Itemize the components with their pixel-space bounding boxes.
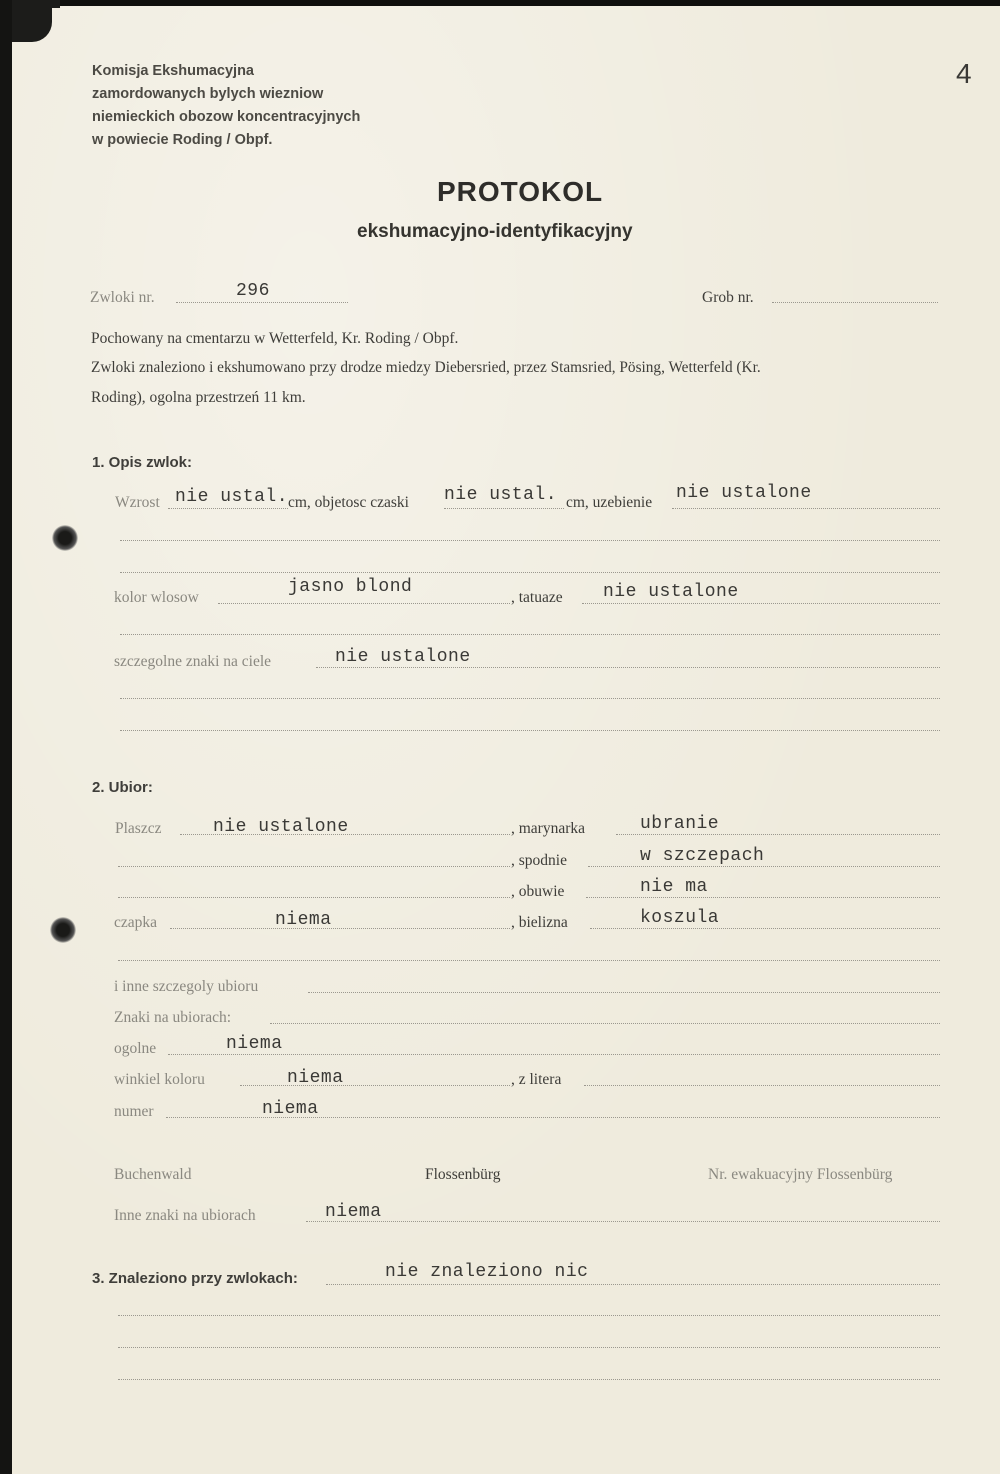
czaszka-line	[444, 508, 564, 509]
header-line-4: w powiecie Roding / Obpf.	[92, 132, 273, 148]
blank-line	[118, 897, 510, 898]
document-subtitle: ekshumacyjno-identyfikacyjny	[357, 221, 633, 242]
document-title: PROTOKOL	[437, 176, 604, 207]
blank-line	[118, 1315, 940, 1316]
znaki-label: szczegolne znaki na ciele	[114, 653, 272, 670]
ogolne-label: ogolne	[114, 1040, 157, 1057]
buchenwald-label: Buchenwald	[114, 1166, 192, 1183]
ogolne-line	[168, 1054, 940, 1055]
blank-line	[118, 866, 510, 867]
z-litera-line	[584, 1085, 940, 1086]
kolor-label: kolor wlosow	[114, 589, 199, 606]
cm-uzebienie-label: cm, uzebienie	[566, 494, 653, 511]
blank-line	[118, 960, 940, 961]
znaki-na-ubiorach-label: Znaki na ubiorach:	[114, 1009, 232, 1026]
wzrost-value: nie ustal.	[175, 487, 289, 507]
plaszcz-label: Plaszcz	[115, 820, 162, 837]
blank-line	[120, 698, 940, 699]
znaki-line	[316, 667, 940, 668]
marynarka-label: , marynarka	[511, 820, 586, 837]
ogolne-value: niema	[226, 1034, 283, 1054]
inne-szczegoly-label: i inne szczegoly ubioru	[114, 978, 259, 995]
tatuaze-label: , tatuaze	[511, 589, 563, 606]
blank-line	[120, 634, 940, 635]
winkiel-label: winkiel koloru	[114, 1071, 205, 1088]
section-3-heading: 3. Znaleziono przy zwlokach:	[92, 1270, 298, 1287]
uzebienie-line	[672, 508, 940, 509]
wzrost-line	[168, 508, 288, 509]
found-line-1: Zwloki znaleziono i ekshumowano przy drodze miedzy Diebersried, przez Stamsried, Pösing, Wetterfeld (Kr.	[91, 359, 761, 376]
edge-tape-mark-left	[0, 0, 12, 1474]
kolor-line	[218, 603, 510, 604]
obuwie-value: nie ma	[640, 877, 708, 897]
blank-line	[120, 540, 940, 541]
section-3-value: nie znaleziono nic	[385, 1262, 589, 1282]
cm-czaski-label: cm, objetosc czaski	[288, 494, 409, 511]
czaszka-value: nie ustal.	[444, 485, 558, 505]
numer-value: niema	[262, 1099, 319, 1119]
kolor-value: jasno blond	[288, 577, 413, 597]
punch-hole	[52, 525, 78, 551]
winkiel-value: niema	[287, 1068, 344, 1088]
grob-label: Grob nr.	[702, 289, 754, 306]
header-line-3: niemieckich obozow koncentracyjnych	[92, 109, 361, 125]
bielizna-value: koszula	[640, 908, 720, 928]
marynarka-value: ubranie	[640, 814, 720, 834]
section-2-heading: 2. Ubior:	[92, 779, 153, 796]
numer-label: numer	[114, 1103, 154, 1120]
blank-line	[118, 1347, 940, 1348]
plaszcz-value: nie ustalone	[213, 817, 349, 837]
znaki-value: nie ustalone	[335, 647, 471, 667]
blank-line	[120, 572, 940, 573]
uzebienie-value: nie ustalone	[676, 483, 812, 503]
zwloki-value: 296	[236, 281, 270, 301]
inne-znaki-line	[306, 1221, 940, 1222]
blank-line	[270, 1023, 940, 1024]
winkiel-line	[240, 1085, 510, 1086]
wzrost-label: Wzrost	[115, 494, 160, 511]
obuwie-label: , obuwie	[511, 883, 565, 900]
spodnie-value: w szczepach	[640, 846, 765, 866]
section-1-heading: 1. Opis zwlok:	[92, 454, 193, 471]
zwloki-label: Zwloki nr.	[90, 289, 155, 306]
page-number: 4	[956, 58, 972, 89]
czapka-value: niema	[275, 910, 332, 930]
inne-znaki-label: Inne znaki na ubiorach	[114, 1207, 256, 1224]
grob-line	[772, 302, 938, 303]
spodnie-line	[588, 866, 940, 867]
tatuaze-value: nie ustalone	[603, 582, 739, 602]
header-line-2: zamordowanych bylych wiezniow	[92, 86, 324, 102]
punch-hole	[50, 917, 76, 943]
found-line-2: Roding), ogolna przestrzeń 11 km.	[91, 389, 306, 406]
zwloki-line	[176, 302, 348, 303]
flossenburg-label: Flossenbürg	[425, 1166, 501, 1183]
czapka-label: czapka	[114, 914, 158, 931]
bielizna-label: , bielizna	[511, 914, 568, 931]
z-litera-label: , z litera	[511, 1071, 562, 1088]
inne-znaki-value: niema	[325, 1202, 382, 1222]
bielizna-line	[590, 928, 940, 929]
spodnie-label: , spodnie	[511, 852, 567, 869]
section-3-line	[326, 1284, 940, 1285]
header-line-1: Komisja Ekshumacyjna	[92, 63, 254, 79]
blank-line	[120, 730, 940, 731]
marynarka-line	[616, 834, 940, 835]
blank-line	[118, 1379, 940, 1380]
tatuaze-line	[582, 603, 940, 604]
obuwie-line	[586, 897, 940, 898]
nr-ewakuacyjny-label: Nr. ewakuacyjny Flossenbürg	[708, 1166, 893, 1183]
burial-line: Pochowany na cmentarzu w Wetterfeld, Kr. Roding / Obpf.	[91, 330, 459, 347]
inne-szczegoly-line	[308, 992, 940, 993]
czapka-line	[170, 928, 510, 929]
